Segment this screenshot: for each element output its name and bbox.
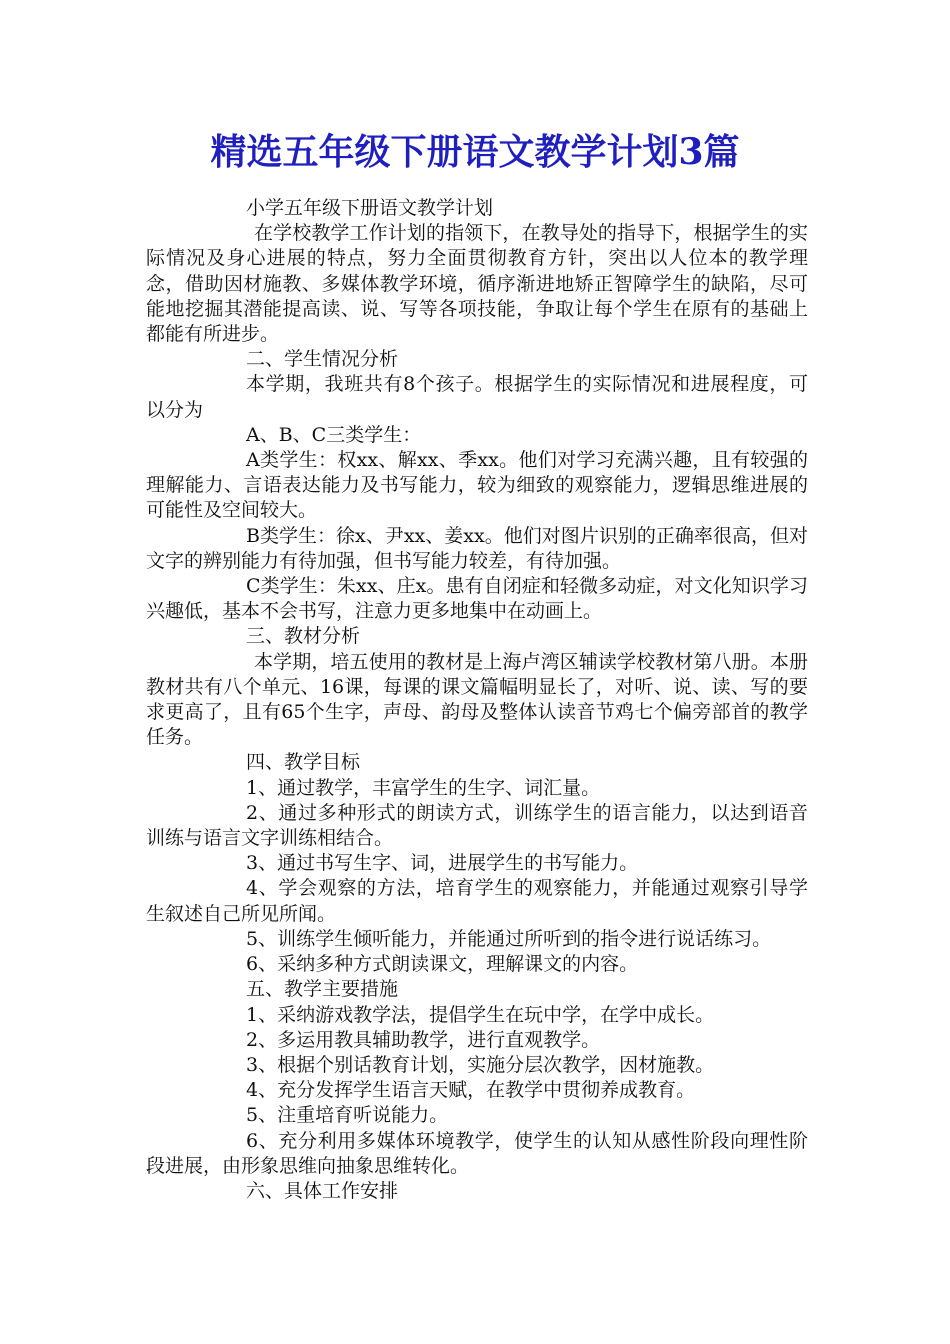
list-item-measure-3: 3、根据个别话教育计划，实施分层次教学，因材施教。: [246, 1053, 715, 1076]
list-item-goal-2: 2、通过多种形式的朗读方式，训练学生的语言能力，以达到语音训练与语言文字训练相结合。: [146, 801, 808, 850]
list-item-goal-5: 5、训练学生倾听能力，并能通过所听到的指令进行说话练习。: [246, 927, 772, 950]
paragraph-category-a: A类学生：权xx、解xx、季xx。他们对学习充满兴趣，且有较强的理解能力、言语表达能力及书写能力，较为细致的观察能力，逻辑思维进展的可能性及空间较大。: [146, 449, 808, 522]
paragraph-categories: A、B、C三类学生：: [246, 423, 422, 446]
list-item-measure-6: 6、充分利用多媒体环境教学，使学生的认知从感性阶段向理性阶段进展，由形象思维向抽象思维转化。: [146, 1129, 808, 1177]
list-item-goal-6: 6、采纳多种方式朗读课文，理解课文的内容。: [246, 953, 639, 976]
paragraph-category-c: C类学生：朱xx、庄x。患有自闭症和轻微多动症，对文化知识学习兴趣低，基本不会书写，注意力更多地集中在动画上。: [146, 575, 808, 623]
list-item-measure-4: 4、充分发挥学生语言天赋，在教学中贯彻养成教育。: [246, 1079, 696, 1102]
section-heading-goals: 四、教学目标: [246, 751, 361, 774]
paragraph-category-b: B类学生：徐x、尹xx、姜xx。他们对图片识别的正确率很高，但对文字的辨别能力有待加强，但书写能力较差，有待加强。: [146, 524, 808, 572]
list-item-goal-4: 4、学会观察的方法，培育学生的观察能力，并能通过观察引导学生叙述自己所见所闻。: [146, 877, 808, 925]
section-heading-schedule: 六、具体工作安排: [246, 1179, 399, 1202]
list-item-measure-2: 2、多运用教具辅助教学，进行直观教学。: [246, 1028, 601, 1051]
section-heading-measures: 五、教学主要措施: [246, 978, 399, 1001]
section-heading-students: 二、学生情况分析: [246, 348, 399, 371]
document-body: [146, 196, 808, 1204]
list-item-measure-1: 1、采纳游戏教学法，提倡学生在玩中学，在学中成长。: [246, 1003, 715, 1026]
paragraph-textbook: 本学期，培五使用的教材是上海卢湾区辅读学校教材第八册。本册教材共有八个单元、16课，每课的课文篇幅明显长了，对听、说、读、写的要求更高了，且有65个生字，声母、韵母及整体认读音节鸡七个偏旁部首的教学任务。: [146, 650, 808, 749]
list-item-goal-1: 1、通过教学，丰富学生的生字、词汇量。: [246, 776, 601, 799]
list-item-goal-3: 3、通过书写生字、词，进展学生的书写能力。: [246, 852, 639, 875]
section-heading-textbook: 三、教材分析: [246, 625, 361, 648]
document-title: 精选五年级下册语文教学计划3篇: [210, 131, 740, 173]
paragraph-intro: 在学校教学工作计划的指领下，在教导处的指导下，根据学生的实际情况及身心进展的特点，努力全面贯彻教育方针，突出以人位本的教学理念，借助因材施教、多媒体教学环境，循序渐进地矫正智障学生的缺陷，尽可能地挖掘其潜能提高读、说、写等各项技能，争取让每个学生在原有的基础上都能有所进步。: [146, 222, 808, 346]
paragraph-class-size: 本学期，我班共有8个孩子。根据学生的实际情况和进展程度，可以分为: [146, 373, 808, 421]
list-item-measure-5: 5、注重培育听说能力。: [246, 1104, 449, 1127]
section-heading-plan: 小学五年级下册语文教学计划: [246, 197, 494, 219]
